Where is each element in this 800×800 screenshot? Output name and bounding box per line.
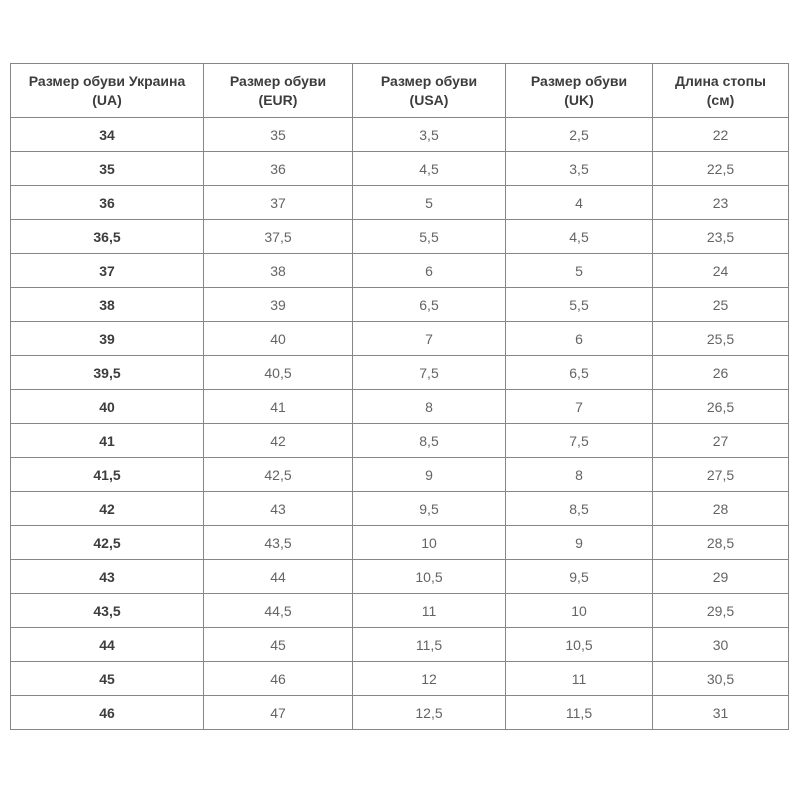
cell-size-usa: 11,5: [353, 628, 506, 662]
table-row: [11, 594, 789, 628]
header-size-usa-title: Размер обуви: [380, 72, 478, 89]
cell-size-uk: 9: [506, 526, 653, 560]
cell-size-uk: 7: [506, 390, 653, 424]
table-row: [11, 458, 789, 492]
cell-foot-length: 28,5: [653, 526, 789, 560]
table-row: [11, 186, 789, 220]
table-row: [11, 118, 789, 152]
cell-size-ua: 39,5: [11, 356, 204, 390]
cell-foot-length: 23,5: [653, 220, 789, 254]
cell-size-ua: 36: [11, 186, 204, 220]
cell-size-eur: 38: [204, 254, 353, 288]
header-size-eur-title: Размер обуви: [229, 72, 327, 89]
cell-size-uk: 8,5: [506, 492, 653, 526]
cell-size-ua: 45: [11, 662, 204, 696]
cell-size-eur: 46: [204, 662, 353, 696]
cell-size-usa: 10: [353, 526, 506, 560]
cell-size-eur: 42,5: [204, 458, 353, 492]
header-size-ua: [11, 64, 204, 118]
header-foot-length-title: Длина стопы: [674, 72, 767, 89]
cell-foot-length: 25: [653, 288, 789, 322]
shoe-size-conversion-table: [10, 63, 789, 730]
cell-size-eur: 44: [204, 560, 353, 594]
cell-foot-length: 25,5: [653, 322, 789, 356]
cell-size-uk: 3,5: [506, 152, 653, 186]
cell-size-usa: 7: [353, 322, 506, 356]
table-row: [11, 492, 789, 526]
cell-foot-length: 22: [653, 118, 789, 152]
cell-size-ua: 41,5: [11, 458, 204, 492]
table-row: [11, 356, 789, 390]
cell-size-ua: 42,5: [11, 526, 204, 560]
cell-size-eur: 40: [204, 322, 353, 356]
cell-size-uk: 8: [506, 458, 653, 492]
cell-size-eur: 43,5: [204, 526, 353, 560]
cell-foot-length: 27: [653, 424, 789, 458]
header-foot-length: [653, 64, 789, 118]
cell-foot-length: 31: [653, 696, 789, 730]
table-row: [11, 560, 789, 594]
cell-size-eur: 44,5: [204, 594, 353, 628]
table-row: [11, 322, 789, 356]
cell-size-uk: 6: [506, 322, 653, 356]
cell-size-uk: 6,5: [506, 356, 653, 390]
cell-foot-length: 29,5: [653, 594, 789, 628]
table-row: [11, 526, 789, 560]
cell-size-ua: 34: [11, 118, 204, 152]
cell-size-ua: 44: [11, 628, 204, 662]
cell-size-usa: 8: [353, 390, 506, 424]
cell-size-ua: 43: [11, 560, 204, 594]
cell-size-ua: 35: [11, 152, 204, 186]
table-row: [11, 152, 789, 186]
cell-size-usa: 6: [353, 254, 506, 288]
cell-foot-length: 29: [653, 560, 789, 594]
cell-size-eur: 37: [204, 186, 353, 220]
cell-size-uk: 9,5: [506, 560, 653, 594]
cell-size-ua: 39: [11, 322, 204, 356]
header-size-usa: [353, 64, 506, 118]
cell-size-ua: 41: [11, 424, 204, 458]
header-size-uk: [506, 64, 653, 118]
header-size-usa-unit: (USA): [409, 91, 449, 108]
cell-size-usa: 6,5: [353, 288, 506, 322]
table-row: [11, 254, 789, 288]
cell-size-usa: 5: [353, 186, 506, 220]
cell-size-usa: 12,5: [353, 696, 506, 730]
cell-foot-length: 26,5: [653, 390, 789, 424]
cell-size-uk: 11,5: [506, 696, 653, 730]
table-row: [11, 390, 789, 424]
cell-size-eur: 45: [204, 628, 353, 662]
cell-size-usa: 9,5: [353, 492, 506, 526]
cell-size-ua: 37: [11, 254, 204, 288]
cell-size-eur: 47: [204, 696, 353, 730]
cell-size-uk: 10: [506, 594, 653, 628]
cell-size-ua: 42: [11, 492, 204, 526]
cell-size-usa: 12: [353, 662, 506, 696]
cell-foot-length: 27,5: [653, 458, 789, 492]
cell-size-usa: 4,5: [353, 152, 506, 186]
header-size-eur: [204, 64, 353, 118]
cell-size-eur: 43: [204, 492, 353, 526]
cell-size-usa: 3,5: [353, 118, 506, 152]
cell-foot-length: 26: [653, 356, 789, 390]
table-row: [11, 288, 789, 322]
table-row: [11, 662, 789, 696]
cell-foot-length: 23: [653, 186, 789, 220]
cell-size-uk: 11: [506, 662, 653, 696]
header-size-ua-unit: (UA): [92, 91, 122, 108]
cell-size-eur: 36: [204, 152, 353, 186]
cell-size-eur: 37,5: [204, 220, 353, 254]
cell-size-eur: 39: [204, 288, 353, 322]
cell-size-eur: 42: [204, 424, 353, 458]
cell-size-usa: 7,5: [353, 356, 506, 390]
header-size-uk-unit: (UK): [564, 91, 594, 108]
cell-foot-length: 28: [653, 492, 789, 526]
cell-size-usa: 10,5: [353, 560, 506, 594]
cell-size-ua: 36,5: [11, 220, 204, 254]
cell-size-uk: 5: [506, 254, 653, 288]
cell-size-uk: 2,5: [506, 118, 653, 152]
header-foot-length-unit: (см): [706, 91, 735, 108]
table-row: [11, 424, 789, 458]
cell-size-eur: 35: [204, 118, 353, 152]
cell-size-uk: 4,5: [506, 220, 653, 254]
table-header-row: [11, 64, 789, 118]
cell-size-uk: 10,5: [506, 628, 653, 662]
table-row: [11, 220, 789, 254]
cell-size-usa: 8,5: [353, 424, 506, 458]
cell-size-uk: 4: [506, 186, 653, 220]
cell-size-uk: 7,5: [506, 424, 653, 458]
table-row: [11, 696, 789, 730]
cell-size-ua: 46: [11, 696, 204, 730]
cell-size-eur: 41: [204, 390, 353, 424]
header-size-ua-title: Размер обуви Украина: [28, 72, 186, 89]
cell-size-uk: 5,5: [506, 288, 653, 322]
header-size-uk-title: Размер обуви: [530, 72, 628, 89]
cell-size-usa: 5,5: [353, 220, 506, 254]
cell-foot-length: 30,5: [653, 662, 789, 696]
cell-size-ua: 43,5: [11, 594, 204, 628]
header-size-eur-unit: (EUR): [258, 91, 298, 108]
cell-size-eur: 40,5: [204, 356, 353, 390]
cell-size-usa: 11: [353, 594, 506, 628]
cell-foot-length: 22,5: [653, 152, 789, 186]
shoe-size-conversion-table-wrapper: [10, 63, 788, 730]
cell-size-usa: 9: [353, 458, 506, 492]
table-row: [11, 628, 789, 662]
cell-size-ua: 38: [11, 288, 204, 322]
cell-foot-length: 30: [653, 628, 789, 662]
cell-foot-length: 24: [653, 254, 789, 288]
cell-size-ua: 40: [11, 390, 204, 424]
